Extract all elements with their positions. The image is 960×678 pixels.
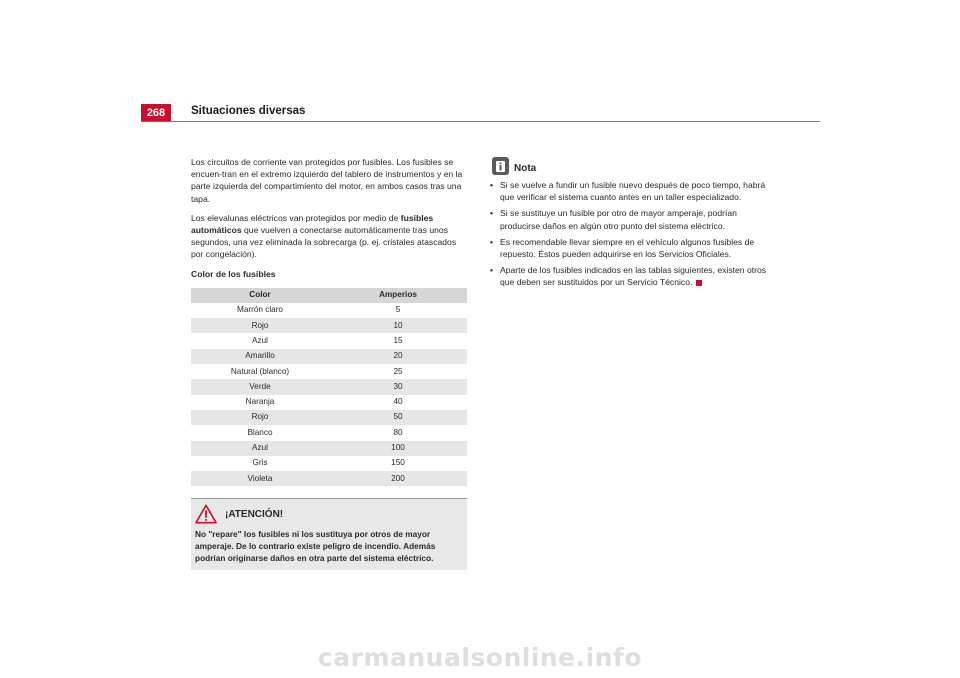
page-number: 268 (141, 104, 171, 122)
fuse-color-table (191, 288, 467, 487)
warning-title: ¡ATENCIÓN! (225, 509, 284, 521)
watermark-text: carmanualsonline.info (317, 643, 643, 672)
table-row (191, 349, 467, 364)
fuse-amperes-cell: 80 (393, 427, 403, 437)
warning-text: No "repare" los fusibles ni los sustituya por otros de mayor amperaje. De lo contrario existe peligro de incendio. Además podrían originarse daños en otra parte del sistema eléctrico. (195, 529, 436, 563)
fuse-amperes-cell: 15 (393, 335, 403, 345)
table-row (191, 425, 467, 440)
fuse-amperes-cell: 5 (395, 305, 401, 315)
table-row (191, 471, 467, 486)
fuse-amperes-cell: 20 (329, 349, 467, 364)
table-row (191, 318, 467, 333)
warning-header (191, 504, 467, 526)
warning-triangle-icon (195, 504, 217, 527)
fuse-color-cell: Violeta (191, 471, 329, 486)
fuse-color-cell: Rojo (191, 318, 329, 333)
note-header (490, 153, 772, 175)
fuse-amperes-cell: 25 (393, 366, 403, 376)
section-end-marker (696, 280, 702, 286)
fuse-color-cell: Blanco (247, 427, 273, 437)
info-icon (492, 157, 509, 175)
table-row (191, 333, 467, 348)
fuse-color-cell: Naranja (245, 397, 275, 407)
table-row (191, 303, 467, 318)
list-item: • Aparte de los fusibles indicados en las tablas siguientes, existen otros que deben ser sustituidos por un Servicio Técnico. (490, 265, 767, 288)
note-bullet-text: Si se vuelve a fundir un fusible nuevo después de poco tiempo, habrá que verificar el sistema cuanto antes en un taller especializado. (500, 180, 766, 203)
header-divider (141, 121, 820, 122)
list-item: • Es recomendable llevar siempre en el vehículo algunos fusibles de repuesto. Éstos pueden adquirirse en los Servicios Oficiales. (490, 236, 772, 260)
fuse-color-cell: Azul (252, 335, 268, 345)
intro-paragraph: Los circuitos de corriente van protegidos por fusibles. Los fusibles se encuen-tran en el extremo izquierdo del tablero de instrumentos y en la parte izquierda del compartimiento del motor, en ambos casos tras una tapa. (191, 157, 463, 204)
warning-box (191, 498, 467, 570)
table-header-row (191, 288, 467, 303)
elevalunas-text-bold: fusibles automáticos (191, 212, 434, 236)
note-bullet-text: Es recomendable llevar siempre en el vehículo algunos fusibles de repuesto. Éstos pueden adquirirse en los Servicios Oficiales. (500, 236, 755, 260)
fuse-amperes-cell: 10 (329, 318, 467, 333)
note-bullet-text: Aparte de los fusibles indicados en las tablas siguientes, existen otros que deben ser sustituidos por un Servicio Técnico. (500, 265, 767, 288)
table-row (191, 395, 467, 410)
fuse-color-subheading: Color de los fusibles (191, 268, 276, 279)
elevalunas-paragraph (191, 212, 467, 261)
elevalunas-text-post: que vuelven a conectarse automáticamente tras unos segundos, una vez eliminada la sobrecarga (p. ej. cristales atascados por congelación). (191, 225, 457, 260)
list-item: • Si se vuelve a fundir un fusible nuevo después de poco tiempo, habrá que verificar el sistema cuanto antes en un taller especializado. (490, 179, 772, 203)
note-bullet-text: Si se sustituye un fusible por otro de mayor amperaje, podrían producirse daños en algún otro punto del sistema eléctrico. (500, 208, 737, 231)
elevalunas-text-pre: Los elevalunas eléctricos van protegidos por medio de (191, 212, 401, 223)
note-title: Nota (514, 163, 537, 174)
fuse-amperes-cell: 40 (393, 397, 403, 407)
fuse-color-cell: Amarillo (191, 349, 329, 364)
left-column (191, 156, 467, 570)
table-row (191, 456, 467, 471)
fuse-color-cell: Gris (252, 458, 268, 468)
table-header-color: Color (191, 288, 329, 303)
page-title: Situaciones diversas (191, 105, 306, 117)
fuse-amperes-cell: 50 (329, 410, 467, 425)
fuse-color-cell: Marrón claro (237, 305, 283, 315)
table-header-amperes: Amperios (329, 288, 467, 303)
fuse-amperes-cell: 150 (391, 458, 405, 468)
right-column (490, 153, 772, 293)
fuse-color-cell: Rojo (191, 410, 329, 425)
table-row (191, 364, 467, 379)
fuse-amperes-cell: 200 (329, 471, 467, 486)
fuse-color-cell: Azul (191, 441, 329, 456)
list-item: • Si se sustituye un fusible por otro de mayor amperaje, podrían producirse daños en algún otro punto del sistema eléctrico. (490, 207, 772, 231)
fuse-amperes-cell: 100 (329, 441, 467, 456)
fuse-color-cell: Verde (191, 379, 329, 394)
table-row (191, 410, 467, 425)
fuse-amperes-cell: 30 (329, 379, 467, 394)
table-row (191, 441, 467, 456)
table-row (191, 379, 467, 394)
fuse-color-cell: Natural (blanco) (230, 366, 290, 376)
